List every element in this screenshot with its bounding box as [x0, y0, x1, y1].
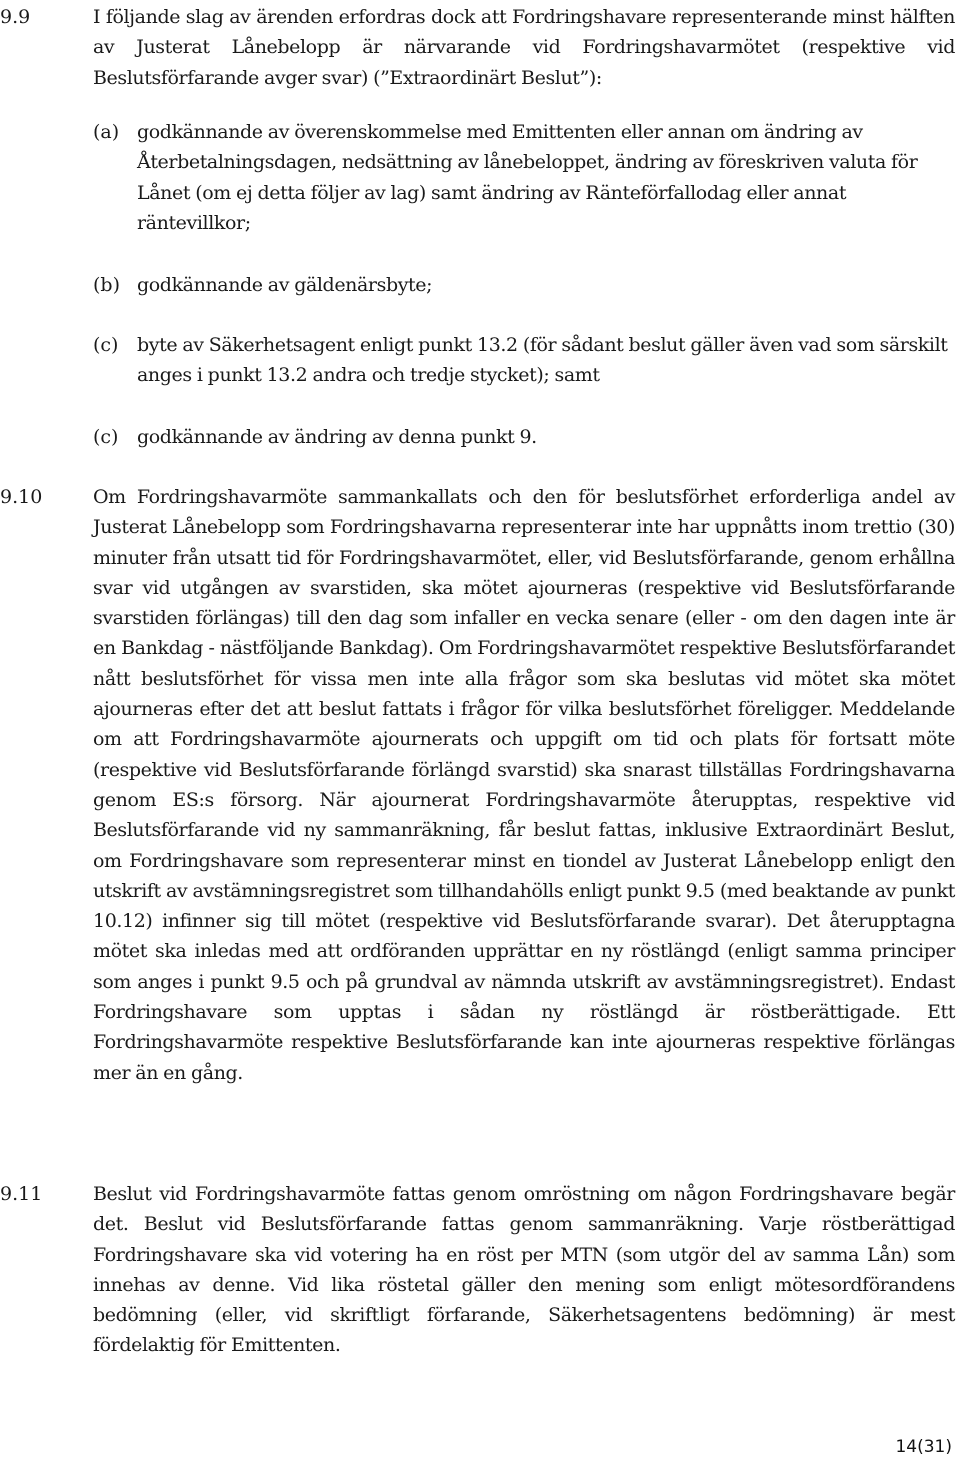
section-text: Om Fordringshavarmöte sammankallats och den för beslutsförhet erforderliga andel av Justerat Lånebelopp som Fordringshavarna representerar inte har uppnåtts inom trettio (30) minuter från utsatt tid för Fordringshavarmötet, eller, vid Beslutsförfarande, genom erhållna svar vid utgången av svarstiden, ska mötet ajourneras (respektive vid Beslutsförfarande svarstiden förlängas) till den dag som infaller en vecka senare (eller - om den dagen inte är en Bankdag - nästföljande Bankdag). Om Fordringshavarmötet respektive Beslutsförfarandet nått beslutsförhet för vissa men inte alla frågor som ska beslutas vid mötet ska mötet ajourneras efter det att beslut fattats i frågor för vilka beslutsförhet föreligger. Meddelande om att Fordringshavarmöte ajournerats och uppgift om tid och plats för fortsatt möte (respektive vid Beslutsförfarande förlängd svarstid) ska snarast tillställas Fordringshavarna genom ES:s försorg. När ajournerat Fordringshavarmöte återupptas, respektive vid Beslutsförfarande vid ny sammanräkning, får beslut fattas, inklusive Extraordinärt Beslut, om Fordringshavare som representerar minst en tiondel av Justerat Lånebelopp enligt den utskrift av avstämningsregistret som tillhandahölls enligt punkt 9.5 (med beaktande av punkt 10.12) infinner sig till mötet (respektive vid Beslutsförfarande svarar). Det återupptagna mötet ska inledas med att ordföranden upprättar en ny röstlängd (enligt samma principer som anges i punkt 9.5 och på grundval av nämnda utskrift av avstämningsregistret). Endast Fordringshavare som upptas i sådan ny röstlängd är röstberättigade. Ett Fordringshavarmöte respektive Beslutsförfarande kan inte ajourneras respektive förlängas mer än en gång.	[93, 486, 955, 1084]
section-number: 9.10	[0, 486, 43, 508]
section-number: 9.9	[0, 6, 31, 28]
section-text: I följande slag av ärenden erfordras dock att Fordringshavare representerande minst hälften av Justerat Lånebelopp är närvarande vid Fordringshavarmötet (respektive vid Beslutsförfarande avger svar) (”Extraordinärt Beslut”):	[93, 6, 955, 89]
list-item-text: byte av Säkerhetsagent enligt punkt 13.2 (för sådant beslut gäller även vad som särskilt anges i punkt 13.2 andra och tredje stycket); samt	[137, 334, 948, 387]
list-item-label: (a)	[93, 121, 120, 143]
list-item-text: godkännande av gäldenärsbyte;	[137, 274, 433, 296]
list-item-label: (b)	[93, 274, 120, 296]
list-item-text: godkännande av ändring av denna punkt 9.	[137, 426, 537, 448]
section-text: Beslut vid Fordringshavarmöte fattas genom omröstning om någon Fordringshavare begär det. Beslut vid Beslutsförfarande fattas genom sammanräkning. Varje röstberättigad Fordringshavare ska vid votering ha en röst per MTN (som utgör del av samma Lån) som innehas av denne. Vid lika röstetal gäller den mening som enligt mötesordförandens bedömning (eller, vid skriftligt förfarande, Säkerhetsagentens bedömning) är mest fördelaktig för Emittenten.	[93, 1183, 955, 1357]
list-item-label: (c)	[93, 426, 119, 448]
section-number: 9.11	[0, 1183, 43, 1205]
page-number: 14(31)	[895, 1437, 952, 1457]
list-item-label: (c)	[93, 334, 119, 356]
list-item-text: godkännande av överenskommelse med Emittenten eller annan om ändring av Återbetalningsdagen, nedsättning av lånebeloppet, ändring av föreskriven valuta för Lånet (om ej detta följer av lag) samt ändring av Ränteförfallodag eller annat räntevillkor;	[137, 121, 918, 234]
